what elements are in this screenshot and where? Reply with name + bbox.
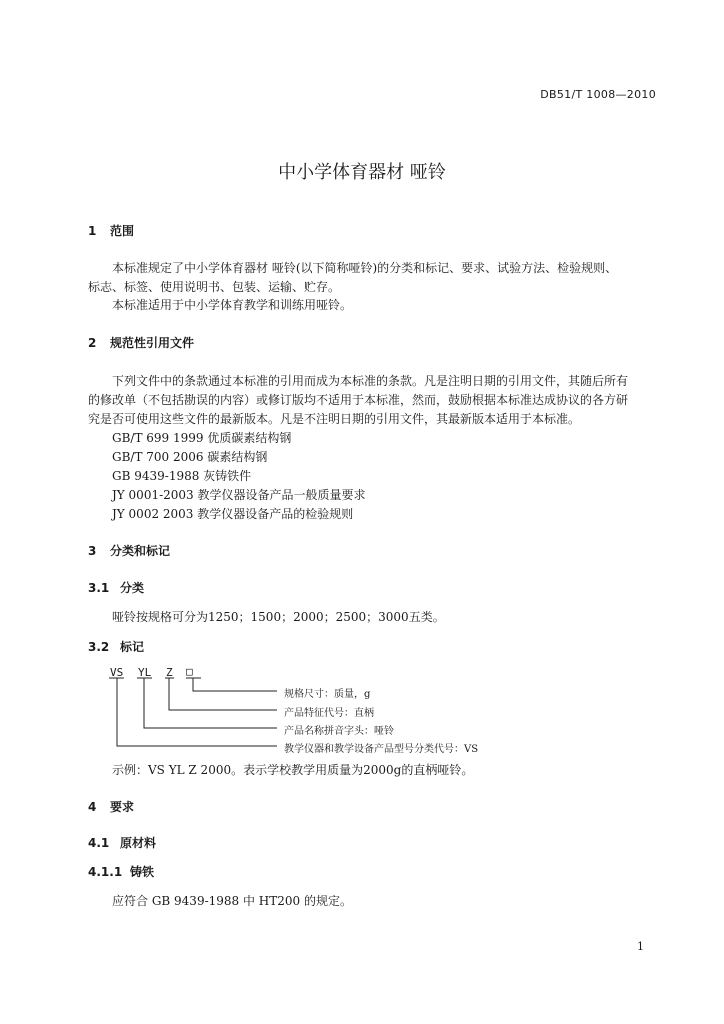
- marking-label-category: 教学仪器和教学设备产品型号分类代号：VS: [284, 744, 479, 755]
- marking-leader-lines: [105, 676, 285, 752]
- marking-code-size-box: □: [186, 665, 193, 678]
- section-number: 4: [88, 800, 97, 814]
- sec2-paragraph-line1: 下列文件中的条款通过本标准的引用而成为本标准的条款。凡是注明日期的引用文件，其随后所有: [112, 374, 629, 388]
- subsection-3-1-heading: [88, 579, 144, 596]
- section-title: 分类和标记: [110, 544, 171, 558]
- leader-size: [193, 678, 277, 691]
- marking-label-size: 规格尺寸：质量，g: [284, 689, 371, 700]
- section-4-heading: [88, 798, 134, 815]
- leader-yl: [144, 678, 277, 728]
- section-2-heading: [88, 334, 194, 351]
- marking-code-z: Z: [166, 666, 173, 679]
- reference-item: GB/T 699 1999 优质碳素结构钢: [112, 431, 292, 445]
- subsection-4-1-1-heading: [88, 863, 154, 880]
- marking-example: 示例：VS YL Z 2000。表示学校教学用质量为2000g的直柄哑铃。: [112, 763, 474, 777]
- subsection-number: 3.2: [88, 640, 110, 654]
- sec1-paragraph2: 本标准适用于中小学体育教学和训练用哑铃。: [112, 298, 353, 312]
- subsection-title: 分类: [120, 581, 145, 595]
- sec1-paragraph1-line2: 标志、标签、使用说明书、包装、运输、贮存。: [88, 280, 341, 294]
- marking-label-feature: 产品特征代号：直柄: [284, 708, 374, 719]
- marking-code-yl: YL: [138, 666, 152, 679]
- subsection-number: 4.1.1: [88, 865, 123, 879]
- document-code: DB51/T 1008—2010: [540, 88, 656, 101]
- reference-item: JY 0001-2003 教学仪器设备产品一般质量要求: [112, 488, 366, 502]
- reference-item: GB 9439-1988 灰铸铁件: [112, 469, 252, 483]
- classification-text: 哑铃按规格可分为1250；1500；2000；2500；3000五类。: [112, 610, 445, 624]
- subsection-4-1-heading: [88, 834, 156, 851]
- reference-item: GB/T 700 2006 碳素结构钢: [112, 450, 268, 464]
- subsection-title: 铸铁: [130, 865, 155, 879]
- page-number: 1: [637, 940, 644, 953]
- sec1-paragraph1-line1: 本标准规定了中小学体育器材 哑铃(以下简称哑铃)的分类和标记、要求、试验方法、检验规则、: [112, 261, 618, 275]
- sec2-paragraph-line3: 究是否可使用这些文件的最新版本。凡是不注明日期的引用文件，其最新版本适用于本标准。: [88, 412, 581, 426]
- subsection-number: 3.1: [88, 581, 110, 595]
- cast-iron-requirement: 应符合 GB 9439-1988 中 HT200 的规定。: [112, 894, 352, 908]
- reference-item: JY 0002 2003 教学仪器设备产品的检验规则: [112, 507, 354, 521]
- section-title: 要求: [110, 800, 135, 814]
- section-number: 1: [88, 224, 97, 238]
- leader-vs: [117, 678, 277, 746]
- subsection-title: 原材料: [120, 836, 157, 850]
- marking-code-vs: VS: [110, 666, 124, 679]
- section-1-heading: [88, 222, 134, 239]
- section-3-heading: [88, 542, 170, 559]
- subsection-number: 4.1: [88, 836, 110, 850]
- section-title: 范围: [110, 224, 135, 238]
- section-title: 规范性引用文件: [110, 336, 195, 350]
- section-number: 2: [88, 336, 97, 350]
- section-number: 3: [88, 544, 97, 558]
- marking-label-product-name: 产品名称拼音字头：哑铃: [284, 726, 394, 737]
- subsection-title: 标记: [120, 640, 145, 654]
- leader-z: [169, 678, 277, 710]
- sec2-paragraph-line2: 的修改单（不包括勘误的内容）或修订版均不适用于本标准，然而，鼓励根据本标准达成协议的各方研: [88, 393, 629, 407]
- subsection-3-2-heading: [88, 638, 144, 655]
- document-title: 中小学体育器材 哑铃: [278, 162, 446, 183]
